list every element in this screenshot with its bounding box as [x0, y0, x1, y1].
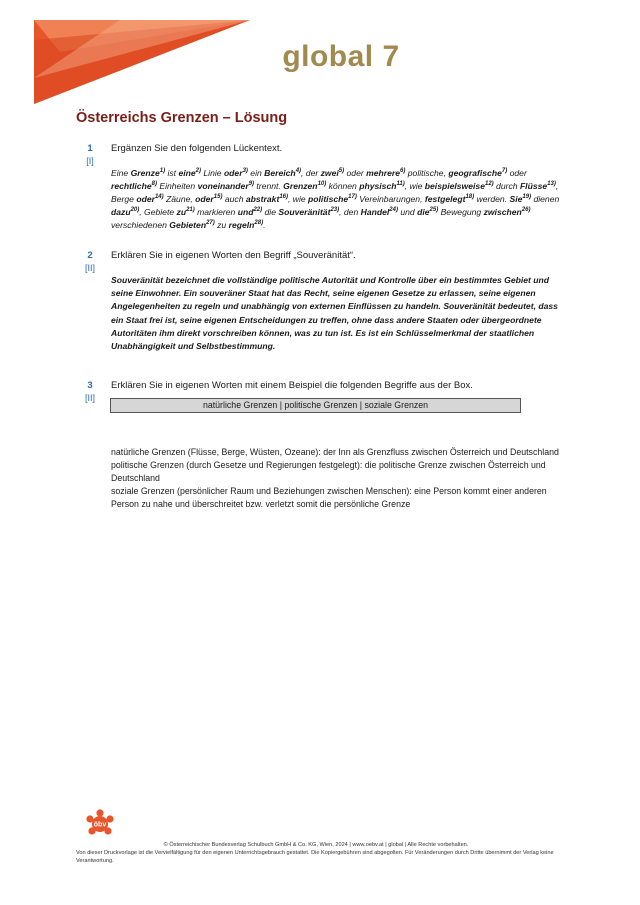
- footer: [76, 841, 556, 866]
- cloze-text-segment: , der: [301, 168, 321, 178]
- answer-text: Souveränität bezeichnet die vollständige politische Autorität und Kontrolle über ein bestimmtes Gebiet und seine Einwohner. Ein souveräner Staat hat das Recht, seine eigenen Gesetze zu erlassen, seine eigenen Angelegenheiten zu regeln und unabhängig von externen Einflüssen zu handeln. Souveränität bedeutet, dass ein Staat frei ist, seine eigenen Entscheidungen zu treffen, ohne dass andere Staaten oder übergeordnete Autoritäten ihm direkt vorschreiben können, was zu tun ist. Es ist ein Schlüsselmerkmal der staatlichen Unabhängigkeit und Selbstbestimmung.: [111, 275, 558, 352]
- cloze-gap-number: 18): [465, 193, 475, 200]
- header-corner-graphic: [0, 0, 260, 110]
- cloze-gap-number: 3): [242, 168, 248, 174]
- term-box: natürliche Grenzen | politische Grenzen | soziale Grenzen: [110, 398, 521, 413]
- cloze-gap-number: 21): [186, 206, 195, 213]
- cloze-gap-number: 28): [254, 219, 264, 226]
- cloze-gap-number: 24): [389, 206, 398, 213]
- cloze-answer: Sie: [509, 193, 523, 204]
- cloze-gap-number: 12): [484, 180, 494, 187]
- cloze-answer: zu: [176, 206, 187, 217]
- footer-notice: Von dieser Druckvorlage ist die Vervielfältigung für den eigenen Unterrichtsgebrauch gestattet. Die Kopiergebühren sind abgegolten. Für Veränderungen durch Dritte übernimmt der Verlag keine Verantwortung.: [76, 850, 554, 865]
- task-2: [80, 250, 560, 360]
- publisher-logo: [84, 808, 116, 840]
- cloze-text-segment: dienen: [531, 193, 560, 204]
- cloze-gap-number: 9): [248, 180, 255, 187]
- answer-item-natural: natürliche Grenzen (Flüsse, Berge, Wüsten, Ozeane): der Inn als Grenzfluss zwischen Österreich und Deutschland: [111, 447, 559, 457]
- cloze-text-segment: , wie: [287, 193, 309, 204]
- answer-list: [111, 446, 561, 511]
- cloze-gap-number: 2): [195, 168, 201, 174]
- cloze-answer: Grenzen: [283, 180, 318, 191]
- cloze-answer: und: [237, 206, 254, 217]
- cloze-answer: politische: [308, 193, 349, 204]
- cloze-gap-number: 14): [154, 193, 164, 200]
- cloze-text-segment: die: [262, 206, 279, 217]
- cloze-text-segment: auch: [222, 193, 246, 204]
- cloze-gap-number: 26): [521, 206, 531, 213]
- cloze-gap-number: 15): [213, 193, 223, 200]
- cloze-gap-number: 22): [253, 206, 263, 213]
- cloze-gap-number: 11): [396, 180, 405, 187]
- cloze-text-segment: Zäune,: [163, 193, 196, 204]
- cloze-answer: Souveränität: [278, 206, 331, 217]
- cloze-text-segment: ein: [247, 168, 265, 178]
- cloze-gap-number: 19): [522, 193, 532, 200]
- cloze-text-segment: , wie: [404, 180, 425, 191]
- cloze-text: [111, 167, 561, 232]
- cloze-gap-number: 20): [130, 206, 140, 213]
- cloze-text-segment: Einheiten: [156, 180, 198, 191]
- cloze-text-segment: Bewegung: [438, 206, 484, 217]
- cloze-answer: oder: [136, 193, 155, 204]
- cloze-answer: die: [417, 206, 430, 217]
- cloze-answer: regeln: [228, 219, 255, 230]
- cloze-gap-number: 1): [159, 168, 166, 174]
- cloze-answer: oder: [195, 193, 214, 204]
- task-prompt: Erklären Sie in eigenen Worten mit einem Beispiel die folgenden Begriffe aus der Box.: [111, 380, 473, 391]
- cloze-answer: zwischen: [483, 206, 522, 217]
- cloze-answer: beispielsweise: [424, 180, 485, 191]
- cloze-answer: Bereich: [264, 168, 296, 178]
- task-number: 3: [87, 380, 93, 391]
- cloze-answer: rechtliche: [111, 180, 152, 191]
- task-1: [80, 143, 560, 243]
- cloze-text-segment: werden.: [474, 193, 510, 204]
- cloze-text-segment: politische,: [405, 168, 449, 178]
- answer-item-political: politische Grenzen (durch Gesetze und Regierungen festgelegt): die politische Grenze zwischen Österreich und Deutschland: [111, 460, 546, 483]
- cloze-text-segment: zu: [214, 219, 229, 230]
- cloze-answer: Gebieten: [169, 219, 207, 230]
- cloze-text-segment: trennt.: [254, 180, 284, 191]
- cloze-answer: oder: [223, 168, 243, 178]
- cloze-answer: Grenze: [130, 168, 160, 178]
- cloze-answer: zwei: [320, 168, 339, 178]
- cloze-text-segment: , Berge: [111, 180, 559, 204]
- cloze-answer: dazu: [111, 206, 131, 217]
- cloze-text-segment: oder: [507, 168, 527, 178]
- cloze-gap-number: 7): [501, 168, 508, 174]
- cloze-answer: eine: [178, 168, 196, 178]
- cloze-gap-number: 5): [338, 168, 345, 174]
- task-number: 2: [87, 250, 93, 261]
- page-title: Österreichs Grenzen – Lösung: [76, 110, 288, 126]
- task-number: 1: [87, 143, 93, 154]
- publisher-logo-text: öbv: [93, 821, 107, 829]
- cloze-text-segment: durch: [493, 180, 520, 191]
- cloze-gap-number: 27): [206, 219, 215, 226]
- task-level: [II]: [84, 393, 95, 403]
- task-3: [80, 380, 560, 530]
- cloze-answer: Handel: [360, 206, 390, 217]
- answer-item-social: soziale Grenzen (persönlicher Raum und Beziehungen zwischen Menschen): eine Person kommt einer anderen Person zu nahe und überschreitet bzw. verletzt somit die persönliche Grenze: [111, 486, 547, 509]
- cloze-text-segment: und: [397, 206, 418, 217]
- cloze-text-segment: Vereinbarungen,: [356, 193, 425, 204]
- cloze-text-segment: können: [326, 180, 360, 191]
- cloze-text-segment: Eine: [111, 168, 131, 178]
- cloze-gap-number: 16): [279, 193, 288, 200]
- cloze-gap-number: 23): [330, 206, 340, 213]
- cloze-gap-number: 10): [317, 180, 327, 187]
- footer-copyright: © Österreichischer Bundesverlag Schulbuch GmbH & Co. KG, Wien, 2024 | www.oebv.at | global | Alle Rechte vorbehalten.: [163, 842, 469, 848]
- cloze-text-segment: , den: [339, 206, 361, 217]
- cloze-answer: voneinander: [197, 180, 249, 191]
- cloze-text-segment: markieren: [194, 206, 238, 217]
- cloze-text-segment: ist: [165, 168, 179, 178]
- cloze-gap-number: 17): [348, 193, 357, 200]
- cloze-text-segment: , Gebiete: [139, 206, 177, 217]
- task-level: [II]: [84, 263, 95, 273]
- brand-title: global 7: [282, 40, 400, 73]
- task-prompt: Erklären Sie in eigenen Worten den Begriff „Souveränität“.: [111, 250, 356, 261]
- cloze-answer: abstrakt: [245, 193, 280, 204]
- task-level: [I]: [86, 156, 94, 166]
- cloze-answer: festgelegt: [424, 193, 466, 204]
- cloze-answer: Flüsse: [519, 180, 548, 191]
- cloze-gap-number: 25): [429, 206, 439, 213]
- cloze-gap-number: 13): [547, 180, 556, 187]
- cloze-text-segment: verschiedenen: [111, 219, 170, 230]
- cloze-text-segment: .: [263, 219, 266, 230]
- cloze-gap-number: 8): [151, 180, 157, 187]
- cloze-gap-number: 6): [400, 168, 406, 174]
- cloze-answer: geografische: [448, 168, 502, 178]
- cloze-gap-number: 4): [295, 168, 302, 174]
- cloze-text-segment: Linie: [201, 168, 224, 178]
- cloze-text-segment: oder: [344, 168, 367, 178]
- task-prompt: Ergänzen Sie den folgenden Lückentext.: [111, 143, 283, 154]
- cloze-answer: mehrere: [366, 168, 401, 178]
- cloze-answer: physisch: [359, 180, 397, 191]
